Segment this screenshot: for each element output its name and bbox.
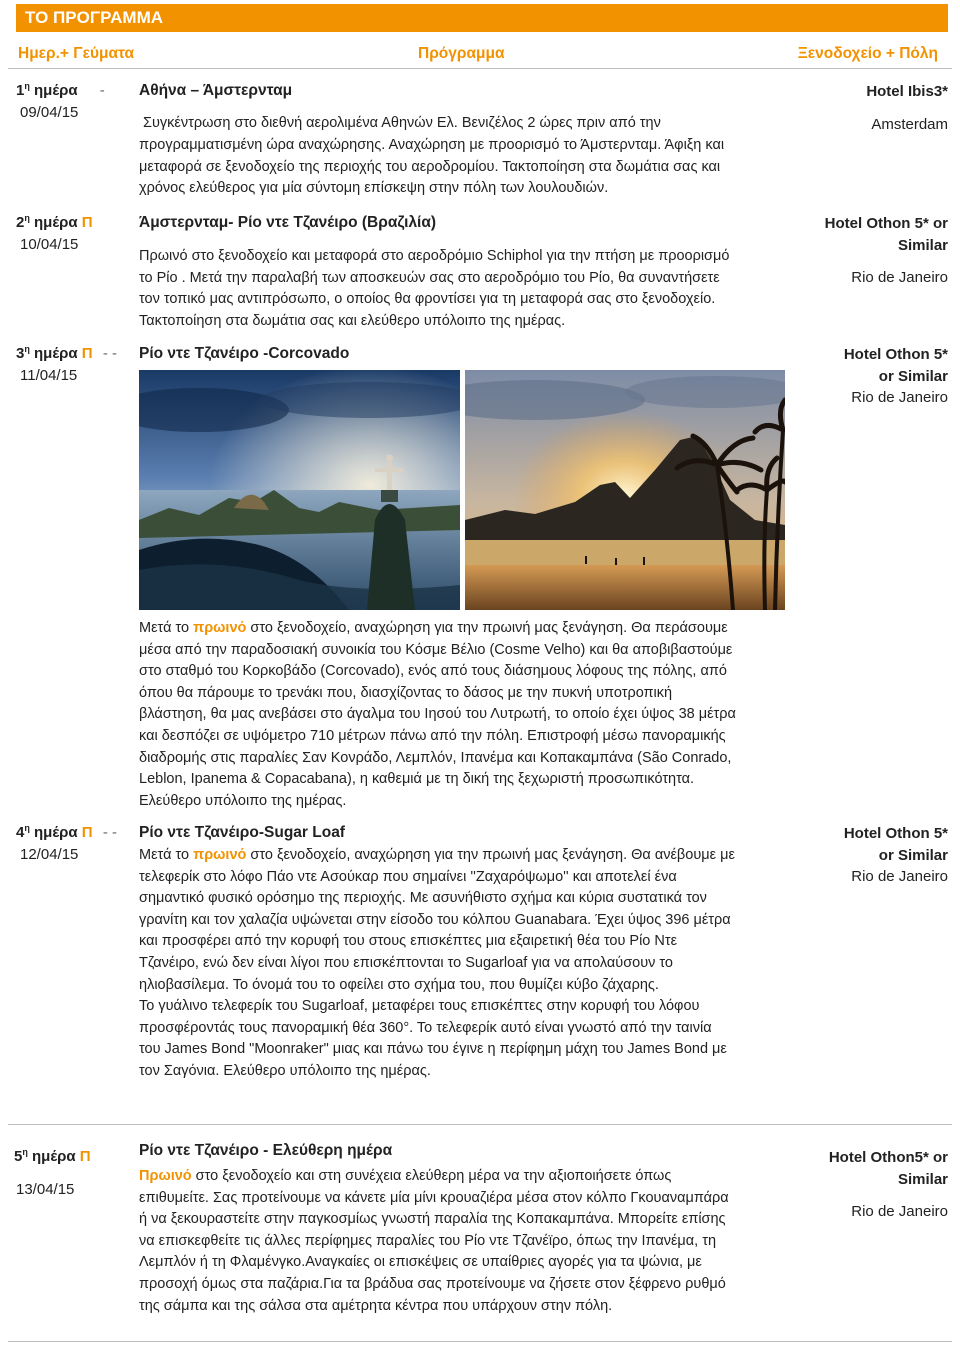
intro-text-cont: στο ξενοδοχείο, αναχώρηση για την πρωινή μας ξενάγηση. Θα ανέβουμε με <box>246 847 735 863</box>
day-date: 11/04/15 <box>20 367 78 384</box>
column-header-hotel: Ξενοδοχείο + Πόλη <box>797 45 938 62</box>
day-word: ημέρα <box>34 214 78 231</box>
description-line: Τακτοποίηση στα δωμάτια σας και ελεύθερο υπόλοιπο της ημέρας. <box>139 312 566 329</box>
day-description <box>139 618 789 812</box>
day-label <box>16 82 105 99</box>
description-line: όπου θα πάρουμε το τρενάκι που, διασχίζοντας το δάσος με την πυκνή υποτροπική <box>139 684 673 701</box>
day-suffix: η <box>24 344 30 354</box>
description-line: βλάστηση, θα μας ανεβάσει στο άγαλμα του Ιησού του Λυτρωτή, το οποίο έχει ύψος 38 μέτρα <box>139 706 736 723</box>
day-date: 13/04/15 <box>16 1181 75 1198</box>
breakfast-highlight: πρωινό <box>193 620 247 636</box>
hotel-city: Amsterdam <box>871 115 948 133</box>
description-line: προγραμματισμένη ώρα αναχώρησης. Αναχώρηση με προορισμό το Άμστερνταμ. Άφιξη και <box>139 137 725 153</box>
day-description <box>139 845 789 1083</box>
description-line: της σάμπα και της σάλσα στα αμέτρητα κέντρα που υπάρχουν στην πόλη. <box>139 1297 613 1314</box>
description-line: του James Bond "Moonraker" μιας και πάνω του έγινε η περίφημη μάχη του James Bond με <box>139 1041 727 1058</box>
description-line <box>139 618 789 640</box>
photo-ipanema-sunset <box>465 370 785 610</box>
intro-text: Μετά το <box>139 620 194 636</box>
day-description <box>139 246 789 332</box>
hotel-city: Rio de Janeiro <box>851 389 948 407</box>
day-label <box>14 1148 91 1165</box>
day-number: 2 <box>16 214 25 231</box>
day-word: ημέρα <box>32 1148 76 1165</box>
description-line: σημαντικό φυσικό ορόσημο της περιοχής. Με ασυνήθιστο σχήμα και κύρια συστατικά τον <box>139 890 707 907</box>
day-label <box>16 824 117 841</box>
hotel-name: Hotel Othon 5* <box>843 346 948 363</box>
description-line: επιθυμείτε. Σας προτείνουμε να κάνετε μία μίνι κρουαζιέρα μέσα στον κόλπο Γκουαναμπάρα <box>139 1189 729 1206</box>
section-title: ΤΟ ΠΡΟΓΡΑΜΜΑ <box>25 8 164 27</box>
intro-text-cont: στο ξενοδοχείο, αναχώρηση για την πρωινή μας ξενάγηση. Θα περάσουμε <box>246 620 728 636</box>
description-line: Συγκέντρωση στο διεθνή αερολιμένα Αθηνών Ελ. Βενιζέλος 2 ώρες πριν από την <box>143 115 661 131</box>
description-line <box>139 845 789 867</box>
description-line: Λεμπλόν ή τη Φλαμένγκο.Αναγκαίες οι επισκέψεις σε υπαίθριες αγορές για τα ψώνια, με <box>139 1254 702 1271</box>
column-header-day: Ημερ.+ Γεύματα <box>18 45 135 62</box>
description-line: διαδρομής στις παραλίες Σαν Κονράδο, Λεμπλόν, Ιπανέμα και Κοπακαμπάνα (São Conrado, <box>139 749 732 766</box>
hotel-name: Hotel Ibis3* <box>866 83 948 100</box>
hotel-info <box>728 81 948 135</box>
day-date: 09/04/15 <box>20 104 79 121</box>
description-line: Ελεύθερο υπόλοιπο της ημέρας. <box>139 792 347 809</box>
description-line: Leblon, Ipanema & Copacabana), η καθεμιά με τη δική της ξεχωριστή προσωπικότητα. <box>139 771 695 788</box>
hotel-name-cont: Similar <box>897 236 948 254</box>
day-title: Ρίο ντε Τζανέιρο -Corcovado <box>139 345 350 362</box>
day-word: ημέρα <box>34 824 78 841</box>
description-line: Τζανέιρο, ενώ δεν είναι λίγοι που επισκέπτονται το Sugarloaf για να απολαύσουν το <box>139 954 674 971</box>
meal-dash: - - <box>102 824 117 841</box>
hotel-name-cont: or Similar <box>878 367 948 385</box>
description-line: ηλιοβασίλεμα. Το όνομά του το οφείλει στο σχήμα του, που θυμίζει κύβο ζάχαρης. <box>139 976 659 993</box>
description-line: και προσφέρει από την κορυφή του στους επισκέπτες μια εξαιρετική θέα του Ρίο Ντε <box>139 933 678 950</box>
footer-divider <box>8 1341 952 1342</box>
day-label <box>16 345 117 362</box>
day-title: Άμστερνταμ- Ρίο ντε Τζανέιρο (Βραζιλία) <box>139 214 437 231</box>
day-suffix: η <box>24 213 30 223</box>
description-line: και δεσπόζει σε υψόμετρο 710 μέτρων πάνω από την πόλη. Επιστροφή μέσω πανοραμικής <box>139 727 726 744</box>
day-label <box>16 214 93 231</box>
description-line: τον Σαγόνια. Ελεύθερο υπόλοιπο της ημέρας. <box>139 1062 431 1079</box>
breakfast-highlight: πρωινό <box>193 847 247 863</box>
description-line: μεταφορά σε ξενοδοχείο της περιοχής του αεροδρομίου. Τακτοποίηση στα δωμάτια σας και <box>139 158 721 175</box>
hotel-info <box>728 213 948 289</box>
hotel-name: Hotel Othon 5* <box>843 825 948 842</box>
day-title: Ρίο ντε Τζανέιρο-Sugar Loaf <box>139 824 345 841</box>
hotel-info <box>728 1147 948 1223</box>
description-line: γρανίτη και τον χαλαζία υψώνεται στην είσοδο του κόλπου Guanabara. Έχει ύψος 396 μέτρα <box>139 911 731 928</box>
description-line: ή να ξεκουραστείτε στην παγκοσμίως γνωστή παραλία της Κοπακαμπάνα. Μπορείτε επίσης <box>139 1211 726 1228</box>
description-line: προσοχή όμως στα παζάρια.Για τα βράδυα σας προτείνουμε να ζήσετε στον ξέφρενο ρυθμό <box>139 1275 726 1292</box>
photo-christ-redeemer <box>139 370 460 610</box>
hotel-info <box>728 823 948 888</box>
day-suffix: η <box>24 823 30 833</box>
description-line: Το γυάλινο τελεφερίκ του Sugarloaf, μεταφέρει τους επισκέπτες στην κορυφή του λόφου <box>139 998 700 1015</box>
day-date: 10/04/15 <box>20 236 79 253</box>
description-line: χρόνος ελεύθερος για μία σύντομη επίσκεψη στην πόλη των λουλουδιών. <box>139 180 609 197</box>
day-title: Αθήνα – Άμστερνταμ <box>139 82 293 99</box>
section-divider <box>8 1124 952 1125</box>
description-line: να επισκεφθείτε τις άλλες περίφημες παραλίες του Ρίο ντε Τζανέϊρο, όπως την Ιπανέμα, τη <box>139 1232 717 1249</box>
day-word: ημέρα <box>34 82 78 99</box>
day-number: 4 <box>16 824 25 841</box>
meal-dash: - - <box>102 345 117 362</box>
intro-text-cont: στο ξενοδοχείο και στη συνέχεια ελεύθερη μέρα να την αξιοποιήσετε όπως <box>191 1168 672 1184</box>
hotel-name: Hotel Othon5* or <box>828 1149 948 1166</box>
day-suffix: η <box>22 1147 28 1157</box>
description-line: προσφέροντάς τους πανοραμική θέα 360°. Το τελεφερίκ αυτό είναι γνωστό από την ταινία <box>139 1019 712 1036</box>
column-header-program: Πρόγραμμα <box>418 45 505 62</box>
section-title-bar <box>16 4 948 32</box>
day-number: 1 <box>16 82 25 99</box>
intro-text: Μετά το <box>139 847 194 863</box>
day-number: 3 <box>16 345 25 362</box>
hotel-city: Rio de Janeiro <box>851 868 948 886</box>
description-line: τελεφερίκ στο λόφο Πάο ντε Ασούκαρ που σημαίνει ''Ζαχαρόψωμο'' και αποτελεί ένα <box>139 868 677 885</box>
breakfast-highlight: Πρωινό <box>139 1168 192 1184</box>
day-title: Ρίο ντε Τζανέιρο - Ελεύθερη ημέρα <box>139 1142 393 1159</box>
day-description <box>143 113 783 135</box>
photo-christ-redeemer-svg <box>139 370 460 610</box>
meal-mark: Π <box>81 345 93 362</box>
day-description <box>139 1166 789 1317</box>
day-description-cont <box>139 135 789 200</box>
description-line: μέσα από την παραδοσιακή συνοικία του Κόσμε Βέλιο (Cosme Velho) και θα αποβιβαστούμε <box>139 641 733 658</box>
description-line: το Ρίο . Μετά την παραλαβή των αποσκευών σας στο αεροδρόμιο του Ρίο, θα συναντήσετε <box>139 269 720 286</box>
hotel-city: Rio de Janeiro <box>851 1203 948 1221</box>
meal-mark: Π <box>79 1148 91 1165</box>
meal-dash: - <box>99 82 105 99</box>
day-suffix: η <box>24 81 30 91</box>
description-line: Πρωινό στο ξενοδοχείο και μεταφορά στο αεροδρόμιο Schiphol για την πτήση με προορισμό <box>139 248 730 264</box>
description-line: τον τοπικό μας αντιπρόσωπο, ο οποίος θα φροντίσει για τη μεταφορά σας στο ξενοδοχείο. <box>139 291 716 308</box>
hotel-name: Hotel Othon 5* or <box>824 215 948 232</box>
photo-ipanema-sunset-svg <box>465 370 785 610</box>
hotel-name-cont: Similar <box>897 1170 948 1188</box>
day-number: 5 <box>14 1148 23 1165</box>
description-line <box>139 1166 789 1188</box>
day-date: 12/04/15 <box>20 846 79 863</box>
hotel-city: Rio de Janeiro <box>851 269 948 287</box>
header-divider <box>8 68 952 69</box>
day-word: ημέρα <box>34 345 78 362</box>
description-line: στο σταθμό του Κορκοβάδο (Corcovado), ενός από τους διάσημους λόφους της πόλης, από <box>139 663 727 680</box>
hotel-name-cont: or Similar <box>878 846 948 864</box>
meal-mark: Π <box>81 824 93 841</box>
meal-mark: Π <box>81 214 93 231</box>
